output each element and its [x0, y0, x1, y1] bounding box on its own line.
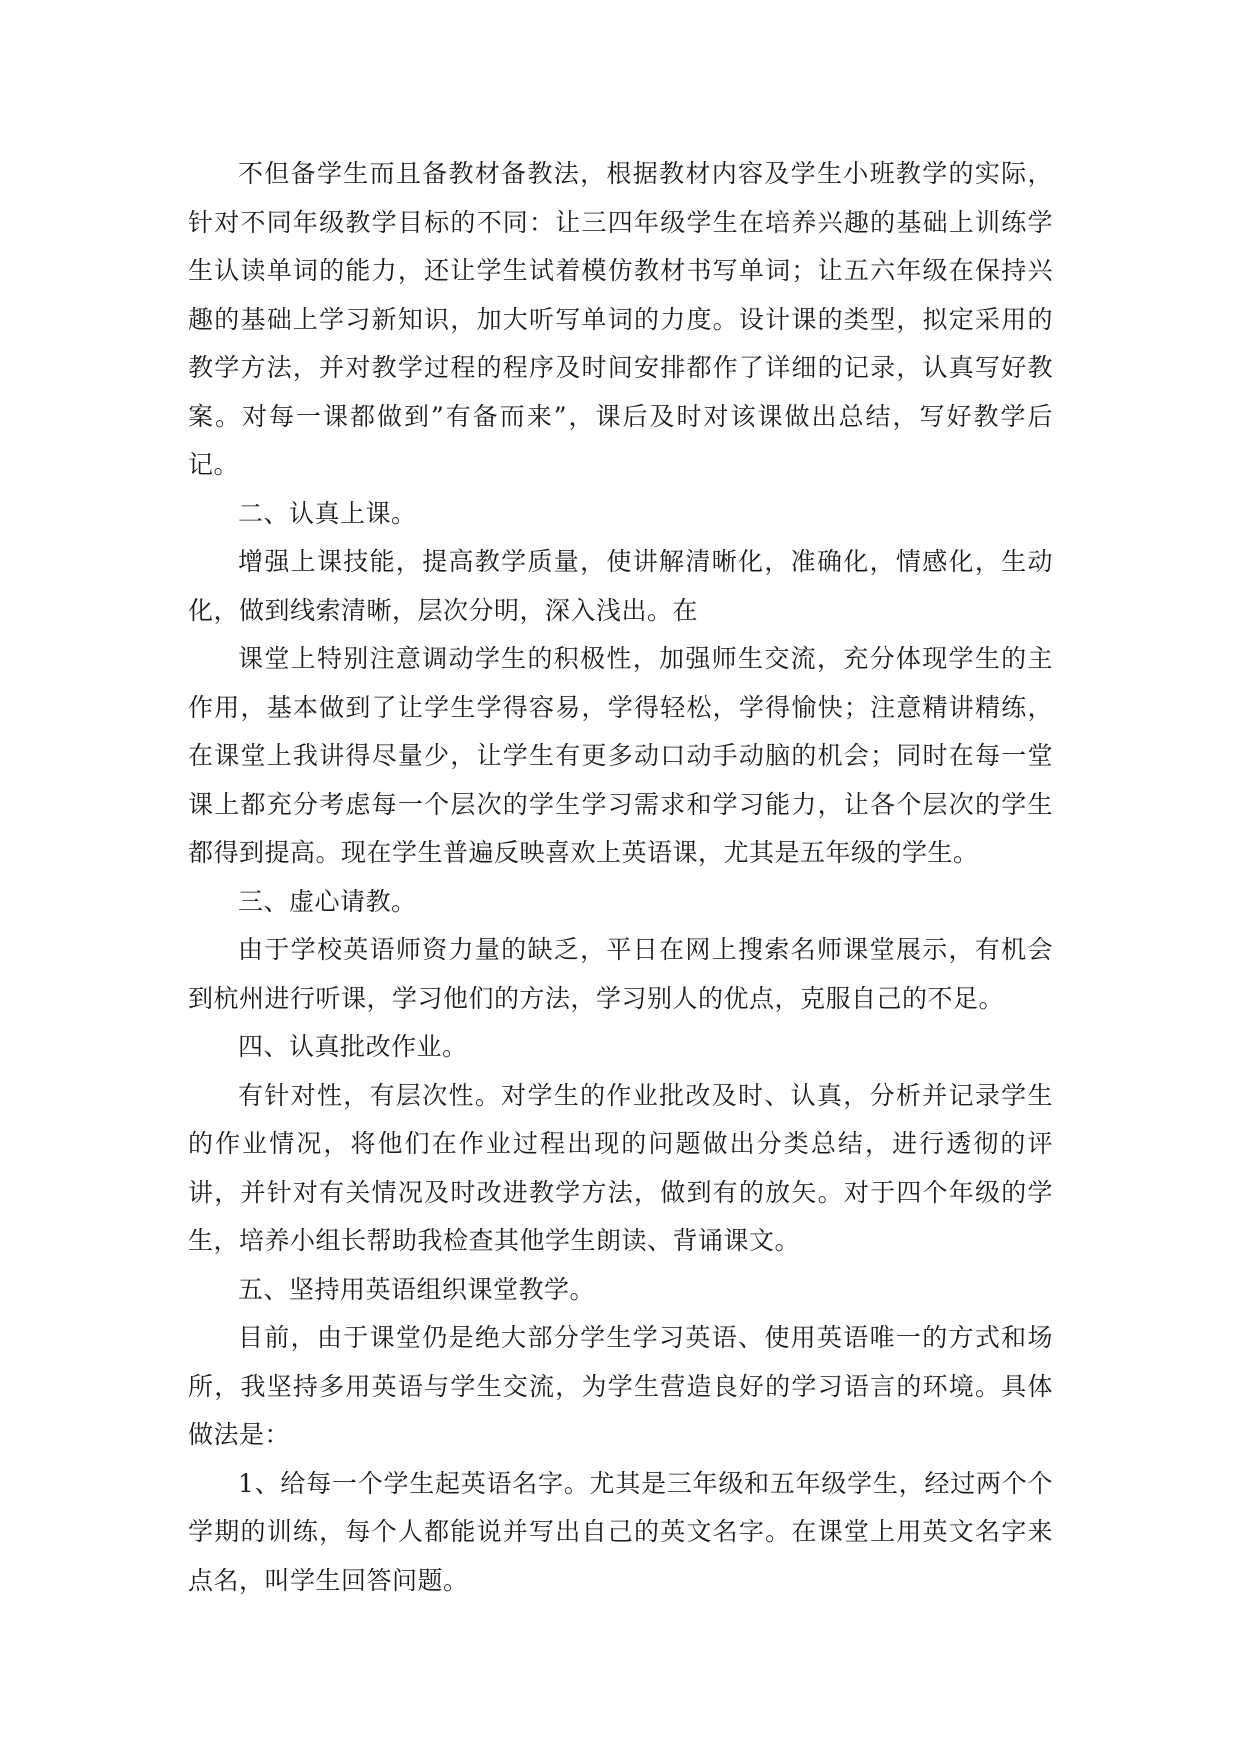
section-heading-seek-advice: 三、虚心请教。: [238, 886, 417, 916]
paragraph-classroom-activity: 课堂上特别注意调动学生的积极性，加强师生交流，充分体现学生的主作用，基本做到了让学生学得容易，学得轻松，学得愉快；注意精讲精练，在课堂上我讲得尽量少，让学生有更多动口动手动脑的机会；同时在每一堂课上都充分考虑每一个层次的学生学习需求和学习能力，让各个层次的学生都得到提高。现在学生普遍反映喜欢上英语课，尤其是五年级的学生。: [188, 644, 1053, 867]
paragraph-english-environment: 目前，由于课堂仍是绝大部分学生学习英语、使用英语唯一的方式和场所，我坚持多用英语与学生交流，为学生营造良好的学习语言的环境。具体做法是：: [188, 1323, 1053, 1449]
paragraph-teaching-skills: 增强上课技能，提高教学质量，使讲解清晰化，准确化，情感化，生动化，做到线索清晰，层次分明，深入浅出。在: [188, 547, 1053, 625]
section-heading-attend-class: 二、认真上课。: [238, 498, 417, 528]
paragraph-english-names: 1、给每一个学生起英语名字。尤其是三年级和五年级学生，经过两个个学期的训练，每个人都能说并写出自己的英文名字。在课堂上用英文名字来点名，叫学生回答问题。: [188, 1468, 1053, 1595]
paragraph-homework-correction: 有针对性，有层次性。对学生的作业批改及时、认真，分析并记录学生的作业情况，将他们在作业过程出现的问题做出分类总结，进行透彻的评讲，并针对有关情况及时改进教学方法，做到有的放矢。对于四个年级的学生，培养小组长帮助我检查其他学生朗读、背诵课文。: [188, 1080, 1053, 1255]
document-body: [188, 150, 1053, 1605]
section-heading-english-teaching: 五、坚持用英语组织课堂教学。: [238, 1274, 596, 1304]
paragraph-lesson-preparation: 不但备学生而且备教材备教法，根据教材内容及学生小班教学的实际，针对不同年级教学目标的不同：让三四年级学生在培养兴趣的基础上训练学生认读单词的能力，还让学生试着模仿教材书写单词；让五六年级在保持兴趣的基础上学习新知识，加大听写单词的力度。设计课的类型，拟定采用的教学方法，并对教学过程的程序及时间安排都作了详细的记录，认真写好教案。对每一课都做到”有备而来”，课后及时对该课做出总结，写好教学后记。: [188, 159, 1053, 479]
section-heading-homework: 四、认真批改作业。: [238, 1032, 468, 1061]
paragraph-learning-from-others: 由于学校英语师资力量的缺乏，平日在网上搜索名师课堂展示，有机会到杭州进行听课，学习他们的方法，学习别人的优点，克服自己的不足。: [188, 935, 1053, 1013]
